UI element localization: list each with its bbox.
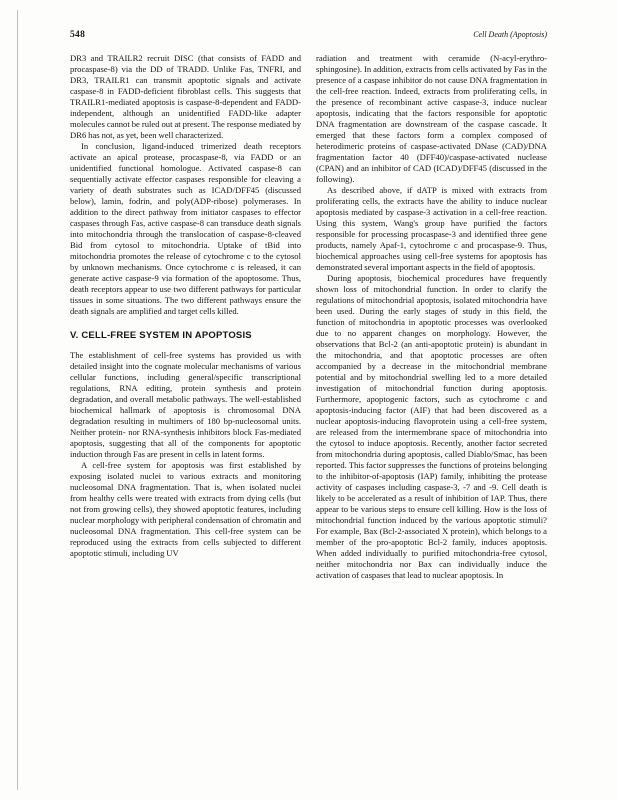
section-heading: V. CELL-FREE SYSTEM IN APOPTOSIS: [70, 330, 252, 341]
running-title: Cell Death (Apoptosis): [473, 30, 547, 39]
page-number: 548: [70, 30, 86, 40]
paragraph: DR3 and TRAILR2 recruit DISC (that consists of FADD and procaspase-8) via the DD of TRADD. Unlike Fas, TNFRI, and DR3, TRAILR1 can transmit apoptotic signals and activate caspase-8 in FADD-deficient fibroblast cells. This suggests that TRAILR1-mediated apoptosis is caspase-8-dependent and FADD-independent, although an unidentified FADD-like adapter molecules cannot be ruled out at present. The response mediated by DR6 has not, as yet, been well characterized.: [70, 53, 301, 140]
right-column: [316, 53, 547, 581]
paragraph: A cell-free system for apoptosis was first established by exposing isolated nuclei to various extracts and monitoring nucleosomal DNA fragmentation. That is, when isolated nuclei from healthy cells were treated with extracts from dying cells (but not from growing cells), they showed apoptotic features, including nuclear morphology with peripheral condensation of chromatin and nucleosomal DNA fragmentation. This cell-free system can be reproduced using the extracts from cells subjected to different apoptotic stimuli, including UV: [70, 460, 301, 558]
paragraph: During apoptosis, biochemical procedures have frequently shown loss of mitochondrial function. In order to clarify the regulations of mitochondrial apoptosis, isolated mitochondria have been used. During the early stages of study in this field, the function of mitochondria in apoptotic processes was overlooked due to no apparent changes on morphology. However, the observations that Bcl-2 (an anti-apoptotic protein) is abundant in the mitochondria, and that apoptotic processes are often accompanied by a decrease in the mitochondrial membrane potential and by mitochondrial swelling led to a more detailed investigation of mitochondrial function during apoptosis. Furthermore, apoptogenic factors, such as cytochrome c and apoptosis-inducing factor (AIF) that had been discovered as a nuclear apoptosis-inducing flavoprotein using a cell-free system, are released from the intermembrane space of mitochondria into the cytosol to induce apoptosis. Recently, another factor secreted from mitochondria during apoptosis, called Diablo/Smac, has been reported. This factor suppresses the functions of proteins belonging to the inhibitor-of-apoptosis (IAP) family, inhibiting the protease activity of caspases including caspase-3, -7 and -9. Cell death is likely to be accelerated as a result of inhibition of IAP. Thus, there appear to be various steps to ensure cell killing. How is the loss of mitochondrial function induced by the various apoptotic stimuli? For example, Bax (Bcl-2-associated X protein), which belongs to a member of the pro-apoptotic Bcl-2 family, induces apoptosis. When added individually to purified mitochondria-free cytosol, neither mitochondria nor Bax can individually induce the activation of caspases that lead to nuclear apoptosis. In: [316, 273, 547, 580]
paragraph: In conclusion, ligand-induced trimerized death receptors activate an apical protease, procaspase-8, via FADD or an unidentified functional homologue. Activated caspase-8 can sequentially activate effector caspases responsible for cleaving a variety of death substrates such as ICAD/DFF45 (discussed below), lamin, fodrin, and poly(ADP-ribose) polymerases. In addition to the direct pathway from initiator caspases to effector caspases through Fas, active caspase-8 can transduce death signals into mitochondria through the translocation of caspase-8-cleaved Bid from cytosol to mitochondria. Uptake of tBid into mitochondria promotes the release of cytochrome c to the cytosol by unknown mechanisms. Once cytochrome c is released, it can generate active caspase-9 via formation of the apoptosome. Thus, death receptors appear to use two different pathways for particular tissues in some situations. The two different pathways ensure the death signals are amplified and target cells killed.: [70, 141, 301, 316]
paragraph: As described above, if dATP is mixed with extracts from proliferating cells, the extracts have the ability to induce nuclear apoptosis mediated by caspase-3 activation in a cell-free reaction. Using this system, Wang's group have purified the factors responsible for processing procaspase-3 and identified three gene products, namely Apaf-1, cytochrome c and procaspase-9. Thus, biochemical approaches using cell-free systems for apoptosis has demonstrated several important aspects in the field of apoptosis.: [316, 185, 547, 272]
paragraph: The establishment of cell-free systems has provided us with detailed insight into the cognate molecular mechanisms of various cellular functions, including general/specific transcriptional regulations, RNA editing, protein synthesis and protein degradation, and overall metabolic pathways. The well-established biochemical hallmark of apoptosis is chromosomal DNA degradation resulting in multimers of 180 bp-nucleosomal units. Neither protein- nor RNA-synthesis inhibitors block Fas-mediated apoptosis, suggesting that all of the components for apoptotic induction through Fas are present in cells in latent forms.: [70, 350, 301, 459]
text-columns: [70, 53, 547, 581]
left-column: [70, 53, 301, 581]
page-header: [70, 30, 547, 40]
paragraph: radiation and treatment with ceramide (N-acyl-erythro-sphingosine). In addition, extracts from cells activated by Fas in the presence of a caspase inhibitor do not cause DNA fragmentation in the cell-free reaction. Indeed, extracts from proliferating cells, in the presence of recombinant active caspase-3, induce nuclear apoptosis, indicating that the factors responsible for apoptotic DNA fragmentation are downstream of the caspase cascade. It emerged that these factors form a complex composed of heterodimeric proteins of caspase-activated DNase (CAD)/DNA fragmentation factor 40 (DFF40)/caspase-activated nuclease (CPAN) and an inhibitor of CAD (ICAD)/DFF45 (discussed in the following).: [316, 53, 547, 184]
